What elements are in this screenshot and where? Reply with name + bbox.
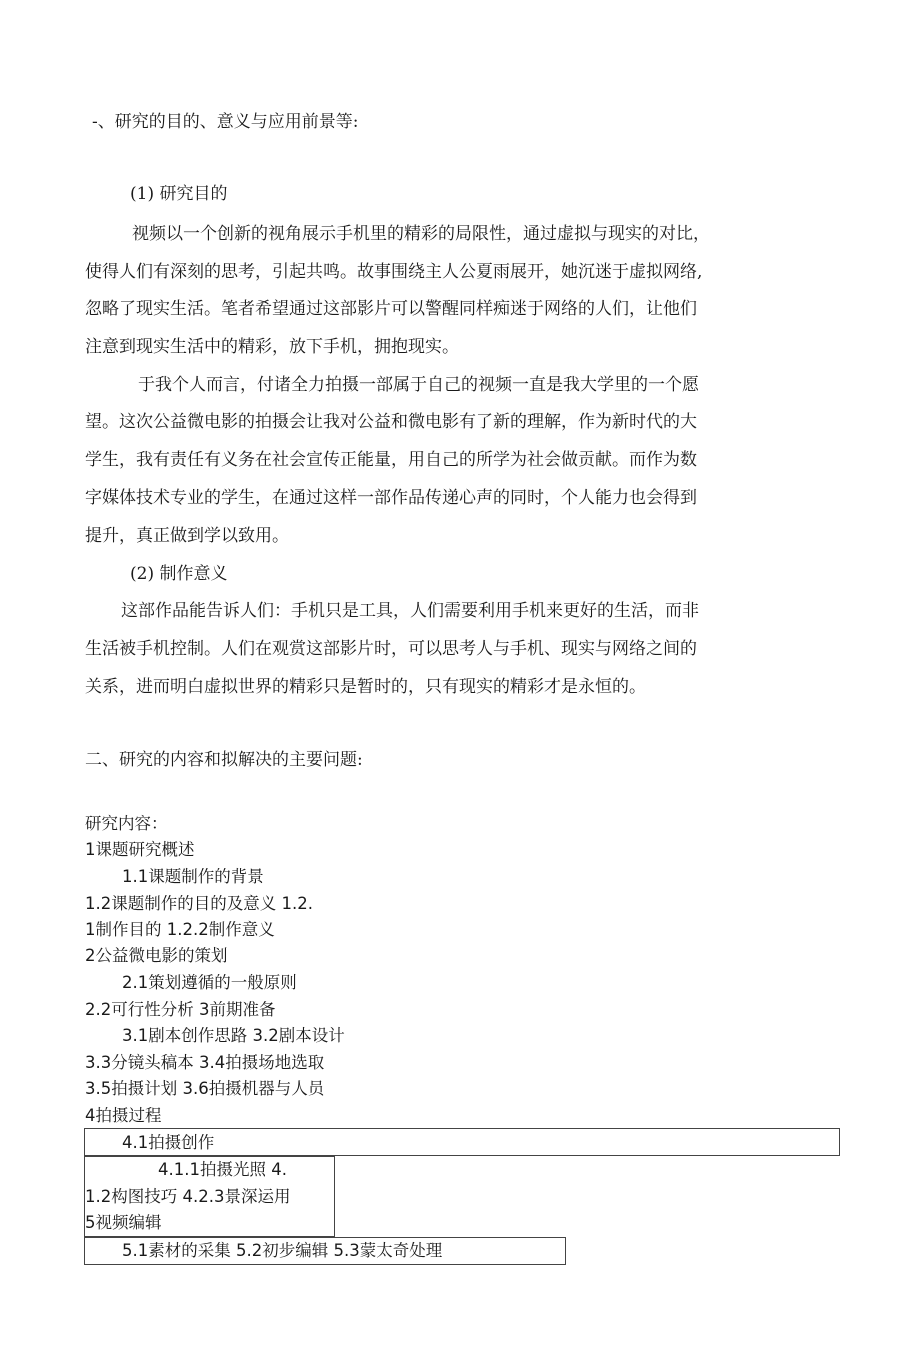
outline-item: 1.2构图技巧 4.2.3景深运用 [85,1187,291,1206]
paragraph-line: 注意到现实生活中的精彩，放下手机，拥抱现实。 [85,337,459,357]
outline-item: 4拍摄过程 [85,1106,162,1125]
outline-item: 3.1剧本创作思路 3.2剧本设计 [122,1026,345,1045]
paragraph-line: 生活被手机控制。人们在观赏这部影片时，可以思考人与手机、现实与网络之间的 [85,639,697,659]
subsection-label-purpose: (1) 研究目的 [130,184,228,204]
section2-heading: 二、研究的内容和拟解决的主要问题: [85,750,363,770]
paragraph-line: 学生，我有责任有义务在社会宣传正能量，用自己的所学为社会做贡献。而作为数 [85,450,697,470]
outline-item: 4.1.1拍摄光照 4. [158,1160,287,1179]
paragraph-line: 望。这次公益微电影的拍摄会让我对公益和微电影有了新的理解，作为新时代的大 [85,412,697,432]
outline-item: 1制作目的 1.2.2制作意义 [85,920,275,939]
outline-item: 3.5拍摄计划 3.6拍摄机器与人员 [85,1079,325,1098]
outline-item: 2公益微电影的策划 [85,946,228,965]
subsection-label-significance: (2) 制作意义 [130,564,228,584]
outline-item: 5视频编辑 [85,1213,162,1232]
paragraph-line: 使得人们有深刻的思考，引起共鸣。故事围绕主人公夏雨展开，她沉迷于虚拟网络, [85,262,703,282]
outline-item: 3.3分镜头稿本 3.4拍摄场地选取 [85,1053,325,1072]
outline-item: 1课题研究概述 [85,840,195,859]
paragraph-line: 字媒体技术专业的学生，在通过这样一部作品传递心声的同时，个人能力也会得到 [85,488,697,508]
paragraph-line: 视频以一个创新的视角展示手机里的精彩的局限性，通过虚拟与现实的对比， [132,224,710,244]
paragraph-line: 关系，进而明白虚拟世界的精彩只是暂时的，只有现实的精彩才是永恒的。 [85,677,646,697]
paragraph-line: 于我个人而言，付诸全力拍摄一部属于自己的视频一直是我大学里的一个愿 [138,375,699,395]
outline-item: 2.2可行性分析 3前期准备 [85,1000,276,1019]
paragraph-line: 忽略了现实生活。笔者希望通过这部影片可以警醒同样痴迷于网络的人们，让他们 [85,299,697,319]
outline-item: 4.1拍摄创作 [122,1133,215,1152]
section1-heading: -、研究的目的、意义与应用前景等: [92,112,359,132]
outline-item: 5.1素材的采集 5.2初步编辑 5.3蒙太奇处理 [122,1241,443,1260]
outline-item: 1.2课题制作的目的及意义 1.2. [85,894,313,913]
research-content-label: 研究内容： [85,814,168,833]
paragraph-line: 提升，真正做到学以致用。 [85,526,289,546]
outline-item: 1.1课题制作的背景 [122,867,264,886]
paragraph-line: 这部作品能告诉人们：手机只是工具，人们需要利用手机来更好的生活，而非 [121,601,699,621]
outline-item: 2.1策划遵循的一般原则 [122,973,297,992]
